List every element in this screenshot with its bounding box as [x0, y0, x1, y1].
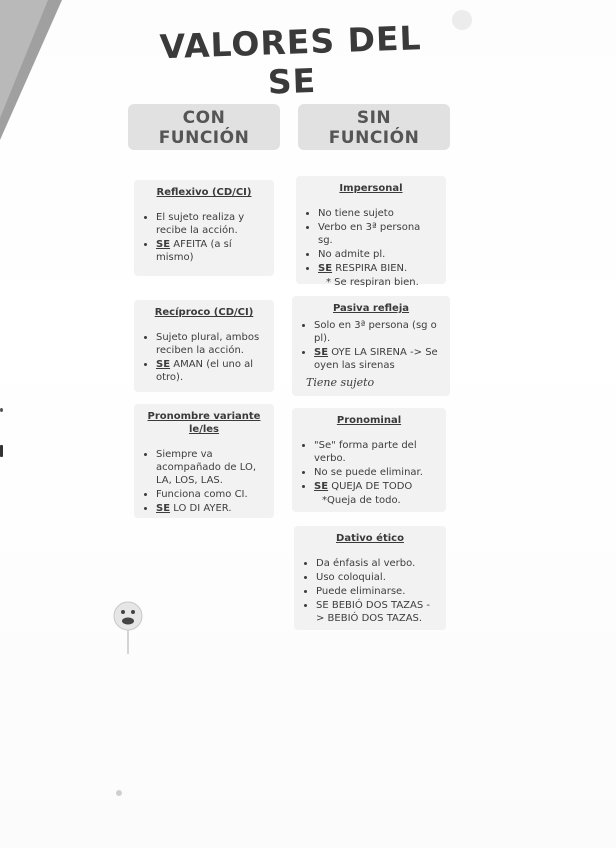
card-reflexivo — [134, 180, 274, 276]
bullet-list — [300, 439, 438, 493]
header-con-line1: CON — [182, 108, 226, 128]
bullet-list — [302, 557, 438, 625]
header-sin-line1: SIN — [356, 108, 392, 128]
list-item: • El sujeto realiza y recibe la acción. — [156, 211, 266, 237]
list-item: • Siempre va acompañado de LO, LA, LOS, LAS. — [156, 448, 266, 487]
list-item: • Sujeto plural, ambos reciben la acción. — [156, 331, 266, 357]
se-keyword: SE — [318, 263, 333, 274]
list-item — [156, 502, 266, 515]
card-heading: Recíproco (CD/CI) — [154, 307, 254, 318]
card-pronombre-variante — [134, 404, 274, 518]
card-heading: Reflexivo (CD/CI) — [156, 187, 252, 198]
card-heading: Impersonal — [339, 183, 403, 194]
card-impersonal — [296, 176, 446, 288]
example-text: AMAN (el uno al otro). — [156, 359, 254, 383]
scan-mark — [0, 408, 3, 412]
list-item — [156, 238, 266, 264]
card-heading: Dativo ético — [336, 533, 404, 544]
card-dativo-etico — [294, 526, 446, 630]
example-text: OYE LA SIRENA -> Se oyen las sirenas — [314, 347, 438, 371]
card-heading: Pronominal — [336, 415, 402, 426]
list-item: • No tiene sujeto — [318, 207, 438, 220]
list-item: • "Se" forma parte del verbo. — [314, 439, 438, 465]
list-item — [314, 346, 442, 372]
list-item: • Verbo en 3ª persona sg. — [318, 221, 438, 247]
list-item: • Uso coloquial. — [316, 571, 438, 584]
se-keyword: SE — [156, 359, 171, 370]
card-heading: Pasiva refleja — [332, 303, 410, 314]
list-item: • No se puede eliminar. — [314, 466, 438, 479]
face-doodle-icon — [104, 592, 152, 662]
page-title: VALORES DEL SE — [159, 18, 423, 102]
se-keyword: SE — [156, 239, 171, 250]
header-sin-line2: FUNCIÓN — [328, 128, 420, 148]
list-item: • No admite pl. — [318, 248, 438, 261]
card-reciproco — [134, 300, 274, 392]
card-heading: Pronombre variante le/les — [147, 411, 261, 435]
list-item — [318, 262, 438, 275]
list-item — [314, 480, 438, 493]
list-item: • Puede eliminarse. — [316, 585, 438, 598]
bullet-list — [142, 448, 266, 515]
example-text: AFEITA (a sí mismo) — [156, 239, 232, 263]
bullet-list — [304, 207, 438, 275]
list-item: • Da énfasis al verbo. — [316, 557, 438, 570]
list-item: • SE BEBIÓ DOS TAZAS -> BEBIÓ DOS TAZAS. — [316, 599, 438, 625]
handwritten-note: Tiene sujeto — [306, 376, 375, 389]
list-item: • Funciona como CI. — [156, 488, 266, 501]
bullet-list — [142, 211, 266, 264]
card-pronominal — [292, 408, 446, 512]
scan-speck — [452, 10, 472, 30]
card-pasiva-refleja — [292, 296, 450, 396]
header-con-funcion — [128, 104, 280, 150]
header-sin-funcion — [298, 104, 450, 150]
se-keyword: SE — [314, 347, 329, 358]
example-text: LO DI AYER. — [170, 503, 232, 514]
header-con-line2: FUNCIÓN — [158, 128, 250, 148]
example-text: QUEJA DE TODO — [328, 481, 413, 492]
list-item: • Solo en 3ª persona (sg o pl). — [314, 319, 442, 345]
bullet-list — [300, 319, 442, 372]
bullet-list — [142, 331, 266, 384]
se-keyword: SE — [156, 503, 171, 514]
se-keyword: SE — [314, 481, 329, 492]
list-item — [156, 358, 266, 384]
note-text: *Queja de todo. — [322, 495, 401, 506]
folded-corner — [0, 0, 48, 118]
note-text: * Se respiran bien. — [326, 277, 419, 288]
example-text: RESPIRA BIEN. — [332, 263, 408, 274]
scan-mark — [0, 445, 3, 457]
scan-speck — [116, 790, 122, 796]
